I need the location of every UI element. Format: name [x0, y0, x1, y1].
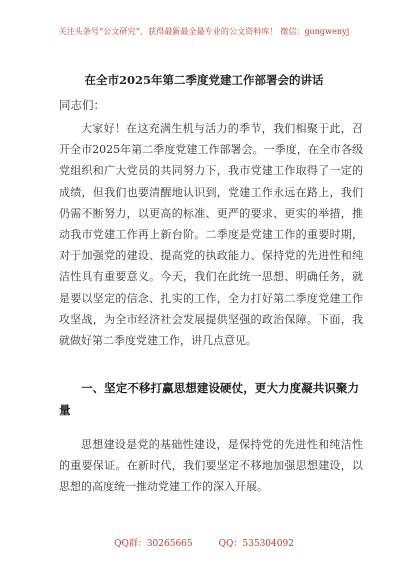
qq-group-number: QQ群：30265665 — [114, 539, 193, 549]
intro-paragraph: 大家好！在这充满生机与活力的季节，我们相聚于此，召开全市2025年第二季度党建工作部署会。一季度，在全市各级党组织和广大党员的共同努力下，我市党建工作取得了一定的成绩，但我们也要清醒地认识到，党建工作永远在路上，我们仍需不断努力，以更高的标准、更严的要求、更实的举措，推动我市党建工作再上新台阶。二季度是党建工作的重要时期，对于加强党的建设、提高党的执政能力、保持党的先进性和纯洁性具有重要意义。今天，我们在此统一思想、明确任务，就是要以坚定的信念、扎实的工作，全力打好第二季度党建工作攻坚战，为全市经济社会发展提供坚强的政治保障。下面，我就做好第二季度党建工作，讲几点意见。 — [59, 122, 363, 348]
section-paragraph: 思想建设是党的基础性建设，是保持党的先进性和纯洁性的重要保证。在新时代，我们要坚定不移地加强思想建设，以思想的高度统一推动党建工作的深入开展。 — [59, 438, 363, 494]
footer-contact — [0, 536, 408, 549]
section-heading: 一、坚定不移打赢思想建设硬仗，更大力度凝共识聚力量 — [59, 381, 359, 417]
salutation: 同志们： — [59, 98, 105, 112]
promo-banner: 关注头条号“公文研究”，获得最新最全最专业的公文资料库！ 微信：gongwenyj — [58, 27, 350, 36]
qq-number: QQ：535304092 — [218, 539, 294, 549]
document-title: 在全市2025年第二季度党建工作部署会的讲话 — [84, 73, 324, 87]
